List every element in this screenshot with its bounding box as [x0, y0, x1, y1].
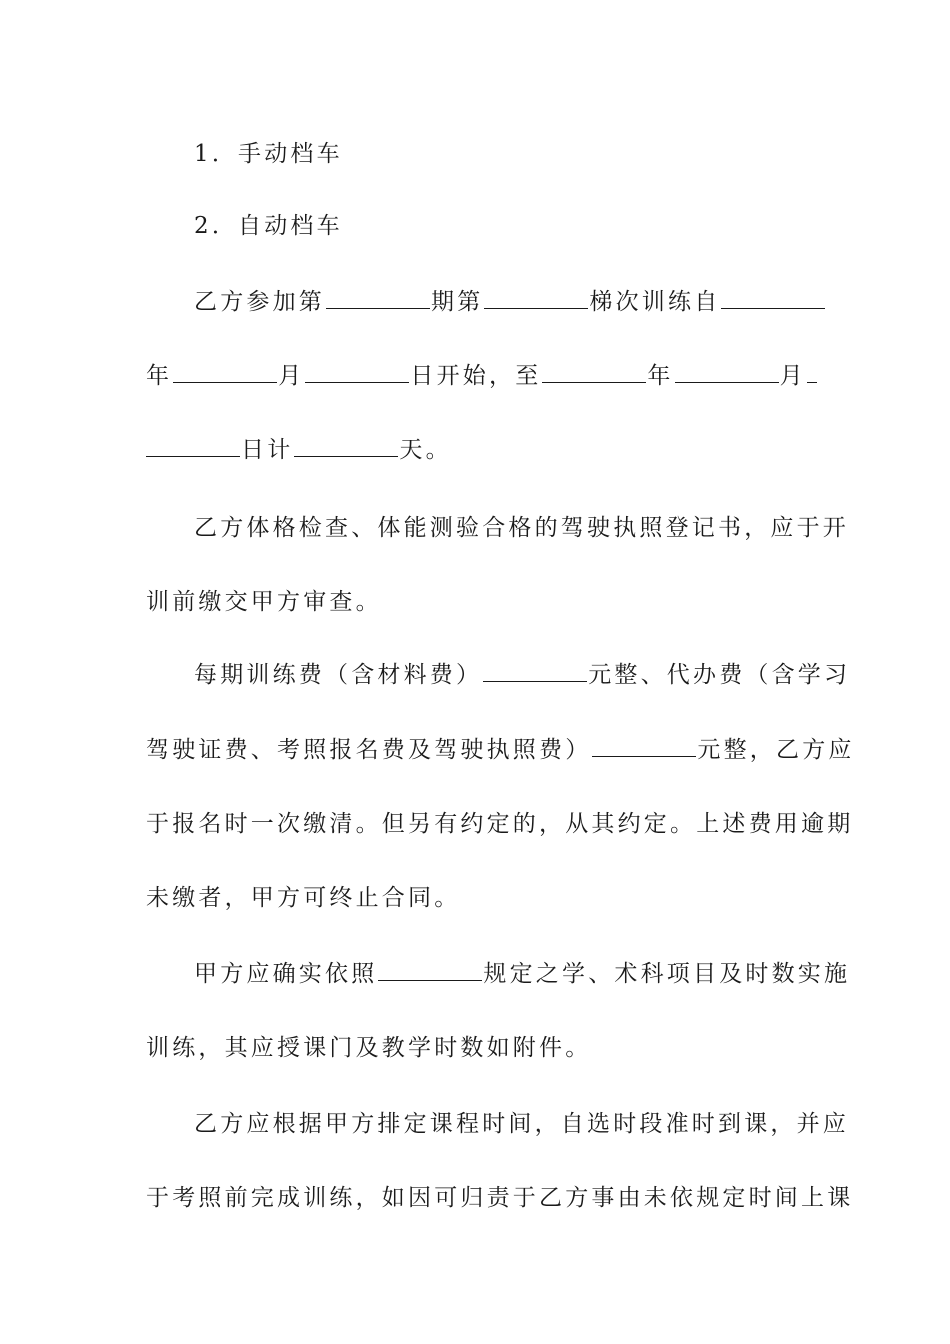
schedule-text: 乙方参加第	[194, 289, 325, 315]
fill-blank	[675, 378, 779, 383]
fill-blank	[305, 378, 409, 383]
fees-line-4	[146, 883, 816, 913]
fees-line-2	[146, 735, 855, 765]
training-line-1	[146, 959, 851, 989]
attendance-line-1	[146, 1109, 849, 1139]
training-text: 甲方应确实依照	[194, 961, 378, 987]
schedule-text: 日计	[241, 437, 294, 463]
training-line-2	[146, 1033, 816, 1063]
option-automatic	[146, 211, 816, 241]
schedule-line-3	[146, 435, 816, 465]
fees-text: 于报名时一次缴清。但另有约定的，从其约定。上述费用逾期	[146, 811, 854, 837]
attendance-line-2	[146, 1183, 854, 1213]
schedule-line-2	[146, 361, 816, 391]
training-text: 训练，其应授课门及教学时数如附件。	[146, 1035, 592, 1061]
health-check-text: 乙方体格检查、体能测验合格的驾驶执照登记书，应于开	[194, 515, 849, 541]
attendance-text: 乙方应根据甲方排定课程时间，自选时段准时到课，并应	[194, 1111, 849, 1137]
fill-blank	[721, 304, 825, 309]
schedule-text: 年	[647, 363, 674, 389]
fill-blank	[807, 378, 817, 383]
schedule-text: 天。	[399, 437, 452, 463]
schedule-text: 月	[779, 363, 806, 389]
health-check-line-2	[146, 587, 816, 617]
fill-blank	[146, 452, 240, 457]
training-text: 规定之学、术科项目及时数实施	[483, 961, 851, 987]
health-check-line-1	[146, 513, 849, 543]
fees-text: 元整、代办费（含学习	[588, 662, 851, 688]
fees-text: 驾驶证费、考照报名费及驾驶执照费）	[146, 737, 592, 763]
fees-text: 未缴者，甲方可终止合同。	[146, 885, 461, 911]
fill-blank	[173, 378, 277, 383]
fill-blank	[484, 304, 588, 309]
attendance-text: 于考照前完成训练，如因可归责于乙方事由未依规定时间上课	[146, 1185, 854, 1211]
fees-line-1	[146, 660, 851, 690]
schedule-text: 梯次训练自	[589, 289, 721, 315]
health-check-text: 训前缴交甲方审查。	[146, 589, 382, 615]
fill-blank	[326, 304, 430, 309]
fill-blank	[592, 752, 696, 757]
fees-line-3	[146, 809, 854, 839]
fill-blank	[483, 677, 587, 682]
schedule-text: 日开始，至	[410, 363, 542, 389]
fees-text: 每期训练费（含材料费）	[194, 662, 483, 688]
schedule-text: 年	[146, 363, 173, 389]
option-manual	[146, 139, 816, 169]
fill-blank	[378, 976, 482, 981]
fill-blank	[294, 452, 398, 457]
fill-blank	[542, 378, 646, 383]
option-automatic-text: 2．自动档车	[194, 213, 343, 239]
option-manual-text: 1．手动档车	[194, 141, 343, 167]
schedule-line-1	[146, 287, 816, 317]
schedule-text: 月	[278, 363, 305, 389]
schedule-text: 期第	[431, 289, 484, 315]
fees-text: 元整，乙方应	[697, 737, 855, 763]
